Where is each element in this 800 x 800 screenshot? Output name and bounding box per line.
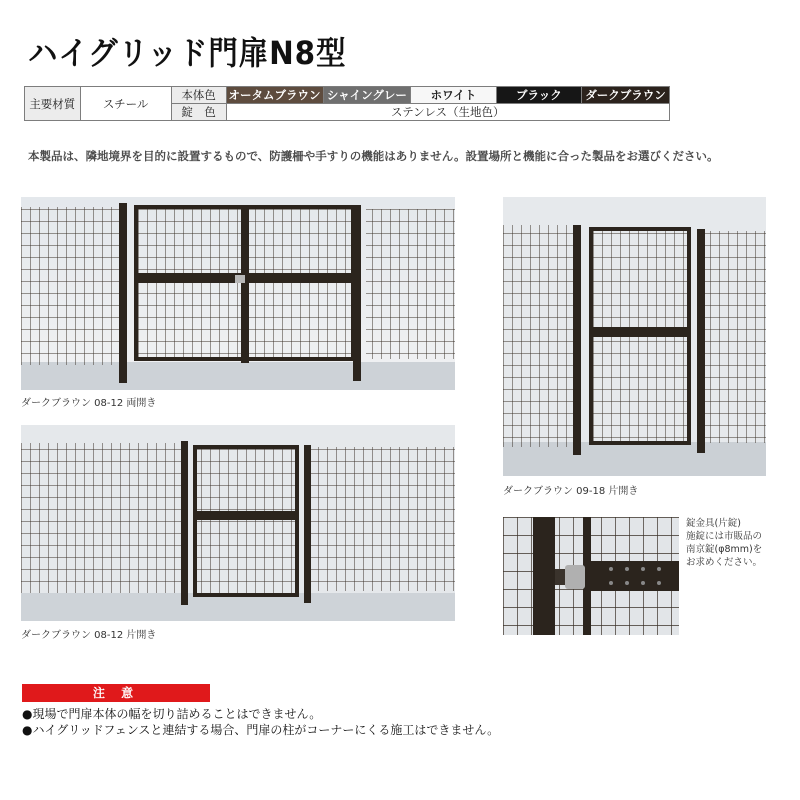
photo-double-gate-caption: ダークブラウン 08-12 両開き [21,398,157,409]
photo-single-gate [21,425,455,621]
color-swatch-shine-grey: シャイングレー [323,87,411,104]
photo-double-gate [21,197,455,390]
photo-lock-detail [503,517,679,635]
lock-note-line: お求めください。 [686,557,763,568]
caution-item: ●現場で門扉本体の幅を切り詰めることはできません。 [22,707,322,721]
lock-note-line: 錠金具(片錠) [686,518,741,529]
photo-tall-single-gate [503,197,766,476]
lock-note-line: 南京錠(φ8mm)を [686,544,763,555]
caution-heading: 注 意 [22,684,210,702]
lock-color-label: 錠 色 [171,104,226,121]
lock-note-line: 施錠には市販品の [686,531,763,542]
caution-list [22,706,499,738]
photo-tall-single-gate-caption: ダークブラウン 09-18 片開き [503,486,639,497]
spec-table [24,86,670,121]
page-title: ハイグリッド門扉N8型 [28,34,347,72]
main-material-label: 主要材質 [25,87,81,121]
color-swatch-black: ブラック [496,87,581,104]
color-swatch-white: ホワイト [411,87,496,104]
color-swatch-autumn-brown: オータムブラウン [226,87,323,104]
photo-single-gate-caption: ダークブラウン 08-12 片開き [21,630,157,641]
main-material-value: スチール [80,87,171,121]
lock-note [686,517,762,569]
notice-text: 本製品は、隣地境界を目的に設置するもので、防護柵や手すりの機能はありません。設置場所と機能に合った製品をお選びください。 [28,149,719,163]
lock-color-value: ステンレス（生地色） [226,104,670,121]
body-color-label: 本体色 [171,87,226,104]
caution-item: ●ハイグリッドフェンスと連結する場合、門扉の柱がコーナーにくる施工はできません。 [22,723,500,737]
color-swatch-dark-brown: ダークブラウン [582,87,670,104]
